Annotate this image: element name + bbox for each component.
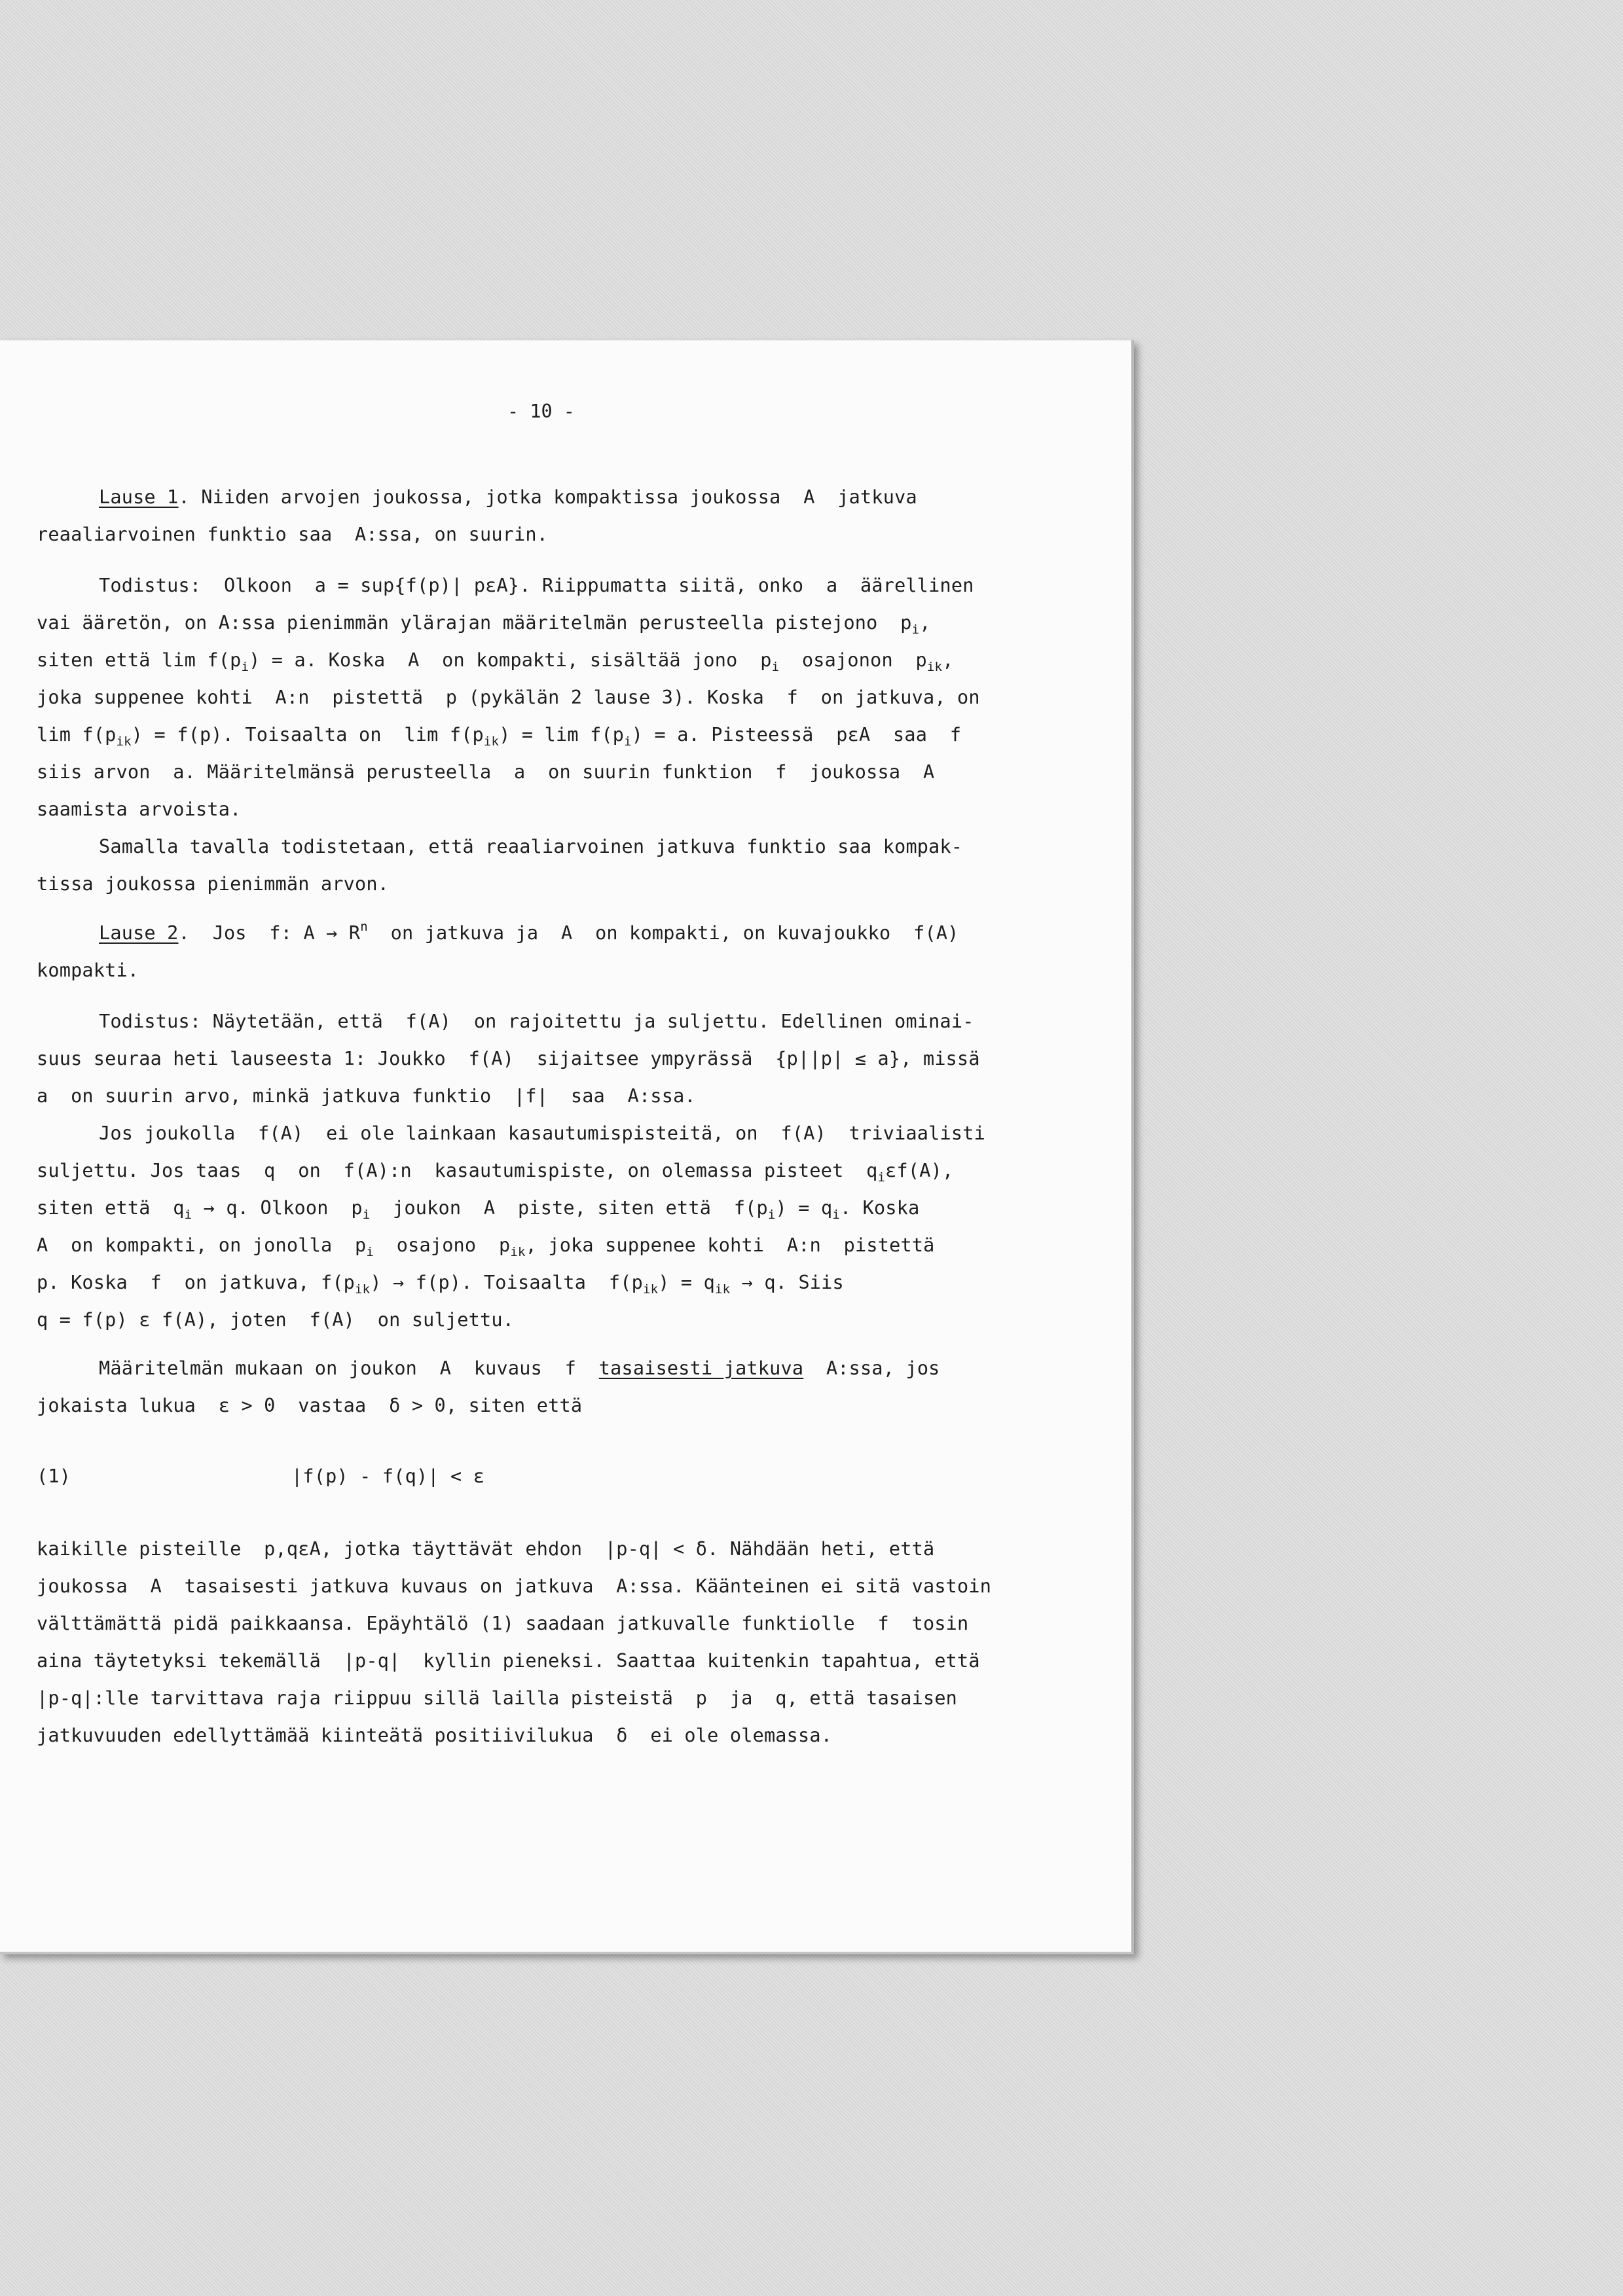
closing-line-2: joukossa A tasaisesti jatkuva kuvaus on jatkuva A:ssa. Käänteinen ei sitä vastoin bbox=[37, 1575, 992, 1597]
definition-line-2: jokaista lukua ε > 0 vastaa δ > 0, siten että bbox=[37, 1395, 583, 1416]
proof-2-line-9: q = f(p) ε f(A), joten f(A) on suljettu. bbox=[37, 1309, 515, 1331]
proof-2-line-5: suljettu. Jos taas q on f(A):n kasautumispiste, on olemassa pisteet $q_i\varepsilon f(A)$, bbox=[37, 1160, 954, 1185]
page-number: - 10 - bbox=[507, 401, 575, 422]
lause-2-line-1: Lause 2. Jos f: $A \to R^n$ on jatkuva ja A on kompakti, on kuvajoukko f(A) bbox=[99, 920, 959, 944]
closing-line-5: |p-q|:lle tarvittava raja riippuu sillä lailla pisteistä p ja q, että tasaisen bbox=[37, 1687, 958, 1709]
closing-line-3: välttämättä pidä paikkaansa. Epäyhtälö (1) saadaan jatkuvalle funktiolle f tosin bbox=[37, 1613, 969, 1634]
proof-1-line-1: Todistus: Olkoon a = sup{f(p)| pεA}. Riippumatta siitä, onko a äärellinen bbox=[99, 575, 974, 596]
lause-2-line-2: kompakti. bbox=[37, 960, 139, 981]
lause-1-line-2: reaaliarvoinen funktio saa A:ssa, on suurin. bbox=[37, 524, 549, 545]
definition-line-1: Määritelmän mukaan on joukon A kuvaus f tasaisesti jatkuva A:ssa, jos bbox=[99, 1357, 940, 1379]
closing-line-4: aina täytetyksi tekemällä |p-q| kyllin pieneksi. Saattaa kuitenkin tapahtua, että bbox=[37, 1650, 980, 1672]
equation-number: (1) bbox=[37, 1465, 71, 1487]
proof-2-line-7: A on kompakti, on jonolla $p_i$ osajono $p_{ik}$, joka suppenee kohti A:n pistettä bbox=[37, 1234, 935, 1259]
proof-2-line-2: suus seuraa heti lauseesta 1: Joukko f(A) sijaitsee ympyrässä {p||p| ≤ a}, missä bbox=[37, 1048, 980, 1069]
proof-1-line-6: siis arvon a. Määritelmänsä perusteella a on suurin funktion f joukossa A bbox=[37, 761, 935, 783]
closing-line-6: jatkuvuuden edellyttämää kiinteätä positiivilukua δ ei ole olemassa. bbox=[37, 1725, 833, 1746]
closing-line-1: kaikille pisteille p,qεA, jotka täyttävät ehdon |p-q| < δ. Nähdään heti, että bbox=[37, 1538, 935, 1560]
proof-2-line-6: siten että $q_i \to q$. Olkoon $p_i$ joukon A piste, siten että $f(p_i) = q_i$. Koska bbox=[37, 1197, 920, 1222]
proof-1-line-3: siten että $\lim f(p_i) = a$. Koska A on kompakti, sisältää jono $p_i$ osajonon $p_{ik}$, bbox=[37, 649, 954, 674]
proof-2-line-8: p. Koska f on jatkuva, $f(p_{ik}) \to f(p)$. Toisaalta $f(p_{ik}) = q_{ik} \to q$. Siis bbox=[37, 1272, 844, 1297]
proof-2-line-3: a on suurin arvo, minkä jatkuva funktio |f| saa A:ssa. bbox=[37, 1085, 696, 1107]
lause-2-label: Lause 2 bbox=[99, 922, 179, 944]
proof-1-line-5: $\lim f(p_{ik}) = f(p)$. Toisaalta on $\lim f(p_{ik}) = \lim f(p_i) = a$. Pisteessä pεA saa f bbox=[37, 724, 962, 749]
lause-1-label: Lause 1 bbox=[99, 486, 179, 508]
tasaisesti-jatkuva-term: tasaisesti jatkuva bbox=[598, 1357, 804, 1379]
proof-1-line-9: tissa joukossa pienimmän arvon. bbox=[37, 873, 390, 895]
proof-2-line-1: Todistus: Näytetään, että f(A) on rajoitettu ja suljettu. Edellinen ominai- bbox=[99, 1011, 974, 1032]
lause-1-line-1: Lause 1. Niiden arvojen joukossa, jotka kompaktissa joukossa A jatkuva bbox=[99, 486, 917, 508]
proof-1-line-7: saamista arvoista. bbox=[37, 798, 242, 820]
proof-1-line-8: Samalla tavalla todistetaan, että reaaliarvoinen jatkuva funktio saa kompak- bbox=[99, 836, 963, 857]
proof-1-line-4: joka suppenee kohti A:n pistettä p (pykälän 2 lause 3). Koska f on jatkuva, on bbox=[37, 687, 980, 708]
equation-1: |f(p) - f(q)| < ε bbox=[291, 1465, 485, 1487]
proof-2-line-4: Jos joukolla f(A) ei ole lainkaan kasautumispisteitä, on f(A) triviaalisti bbox=[99, 1122, 985, 1144]
proof-1-line-2: vai ääretön, on A:ssa pienimmän ylärajan määritelmän perusteella pistejono $p_i$, bbox=[37, 612, 931, 637]
